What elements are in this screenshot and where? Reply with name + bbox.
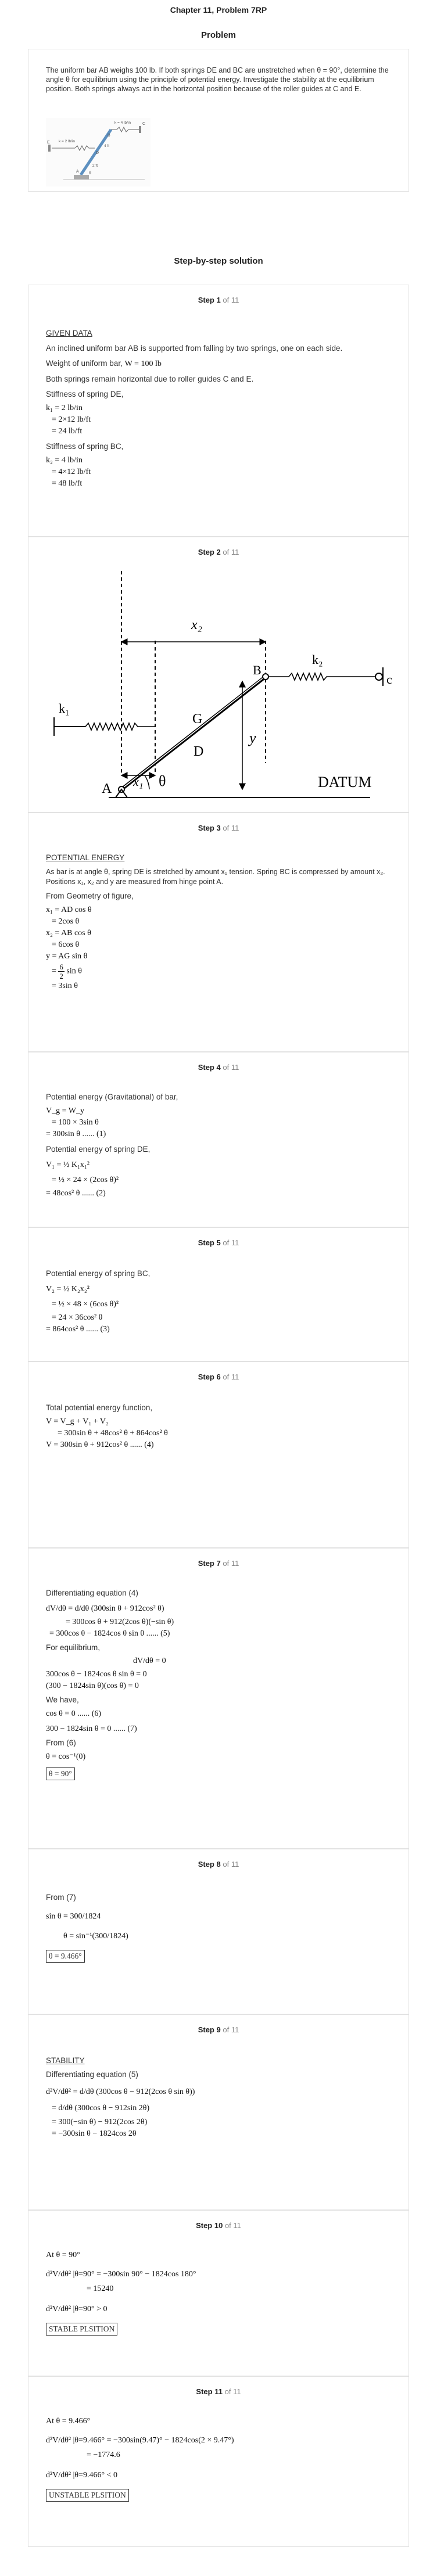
- of-word: of: [223, 1063, 230, 1072]
- equation: V = V_g + V₁ + V₂: [46, 1417, 109, 1426]
- step-word: Step: [198, 1238, 214, 1247]
- step-card-2: [28, 537, 409, 813]
- step-number: 7: [216, 1559, 221, 1568]
- problem-text: The uniform bar AB weighs 100 lb. If both springs DE and BC are unstretched when θ = 90°, determine the angle θ for equilibrium using the principle of potential energy. Investigate the stability at the equilibrium position. Both springs always act in the horizontal position because of the roller guides at C and E.: [46, 66, 389, 93]
- pin-c: [375, 673, 382, 680]
- equation: = 2cos θ: [52, 917, 80, 926]
- label-b: B: [253, 663, 262, 677]
- label-k1: k₁: [59, 701, 70, 716]
- step-number: 4: [216, 1063, 221, 1072]
- roller-c: [139, 126, 141, 133]
- label-d: D: [194, 744, 204, 759]
- step-card-5: [28, 1227, 409, 1361]
- equation-term: sin θ: [66, 967, 82, 976]
- step-header: [28, 824, 409, 832]
- free-body-diagram: [45, 571, 428, 803]
- of-word: of: [223, 1238, 230, 1247]
- step-card-1: [28, 285, 409, 537]
- chapter-title: Chapter 11, Problem 7RP: [170, 5, 267, 15]
- equation: = 24 lb/ft: [52, 427, 83, 436]
- step-number: 6: [216, 1373, 221, 1381]
- step-header: [28, 1559, 409, 1568]
- equation: 300cos θ − 1824cos θ sin θ = 0: [46, 1670, 147, 1679]
- text: Stiffness of spring BC,: [46, 442, 124, 451]
- text: At θ = 9.466°: [46, 2417, 91, 2426]
- step-card-4: [28, 1052, 409, 1227]
- equation: W = 100 lb: [124, 360, 162, 368]
- of-word: of: [223, 548, 230, 556]
- theta-arc: [145, 775, 149, 789]
- answer-box: STABLE PLSITION: [46, 2323, 117, 2336]
- text: We have,: [46, 1695, 79, 1704]
- equation: V₁ = ½ K₁x₁²: [46, 1161, 89, 1169]
- step-card-6: [28, 1361, 409, 1548]
- equation: d²V/dθ² |θ=9.466° < 0: [46, 2471, 117, 2480]
- step-number: 8: [216, 1860, 221, 1869]
- label-2ft: 2 ft: [92, 164, 98, 168]
- equation: = 300cos θ + 912(2cos θ)(−sin θ): [66, 1618, 174, 1626]
- step-number: 10: [214, 2221, 223, 2230]
- label-g: G: [192, 712, 203, 727]
- equation: = 300(−sin θ) − 912(2cos 2θ): [52, 2118, 148, 2126]
- step-word: Step: [198, 296, 214, 304]
- step-header: [28, 1238, 409, 1247]
- label-theta: θ: [89, 170, 91, 175]
- step-number: 5: [216, 1238, 221, 1247]
- problem-card: [28, 49, 409, 192]
- step-word: Step: [196, 2221, 213, 2230]
- equation: cos θ = 0 ...... (6): [46, 1709, 102, 1718]
- total-steps: 11: [231, 1559, 239, 1568]
- equation: V₂ = ½ K₂x₂²: [46, 1285, 89, 1294]
- equation: θ = sin⁻¹(300/1824): [63, 1932, 128, 1941]
- step-header: [28, 2221, 409, 2230]
- step-number: 2: [216, 548, 221, 556]
- stability-heading: STABILITY: [46, 2056, 85, 2065]
- equation: k₁ = 2 lb/in: [46, 404, 83, 412]
- label-c: C: [142, 122, 146, 126]
- text: From Geometry of figure,: [46, 892, 134, 900]
- text: An inclined uniform bar AB is supported from falling by two springs, one on each side.: [46, 344, 343, 353]
- label-k1: k = 2 lb/in: [59, 139, 76, 143]
- fraction: [58, 962, 65, 980]
- equation: = ½ × 48 × (6cos θ)²: [52, 1300, 119, 1309]
- equation: V_g = W_y: [46, 1106, 84, 1115]
- equation: = 4×12 lb/ft: [52, 468, 91, 476]
- step-word: Step: [198, 1063, 214, 1072]
- answer-box: θ = 9.466°: [46, 1950, 85, 1963]
- step-header: [28, 296, 409, 304]
- equation: = 864cos² θ ...... (3): [46, 1325, 110, 1334]
- given-data-heading: GIVEN DATA: [46, 329, 92, 337]
- of-word: of: [223, 1860, 230, 1869]
- of-word: of: [223, 1373, 230, 1381]
- total-steps: 11: [231, 1238, 239, 1247]
- label-k2: k₂: [312, 652, 323, 667]
- label-theta: θ: [159, 773, 166, 789]
- equation: = −300sin θ − 1824cos 2θ: [52, 2129, 137, 2138]
- step-word: Step: [198, 824, 214, 832]
- label-a: A: [76, 170, 79, 174]
- equation: dV/dθ = 0: [133, 1657, 166, 1665]
- spring-k2: [268, 673, 376, 680]
- equation: = $\frac{6}{2}$ sin θ: [52, 962, 82, 980]
- step-header: [28, 2025, 409, 2034]
- of-word: of: [224, 2387, 231, 2396]
- total-steps: 11: [231, 548, 239, 556]
- text: From (7): [46, 1893, 76, 1902]
- equation: = d/dθ (300cos θ − 912sin 2θ): [52, 2104, 150, 2112]
- label-d: D: [96, 151, 99, 155]
- total-steps: 11: [231, 1860, 239, 1869]
- equation: sin θ = 300/1824: [46, 1912, 101, 1921]
- equation: = 300cos θ − 1824cos θ sin θ ...... (5): [49, 1629, 170, 1638]
- step-word: Step: [198, 548, 214, 556]
- label-e: E: [47, 141, 50, 145]
- label-b: B: [108, 134, 110, 138]
- step-header: [28, 548, 409, 556]
- text: For equilibrium,: [46, 1643, 101, 1652]
- equation: = 24 × 36cos² θ: [52, 1313, 103, 1322]
- text: Both springs remain horizontal due to roller guides C and E.: [46, 375, 254, 383]
- equation: y = AG sin θ: [46, 952, 88, 961]
- text: Differentiating equation (5): [46, 2070, 138, 2079]
- potential-energy-heading: POTENTIAL ENERGY: [46, 853, 125, 862]
- label-a: A: [102, 781, 112, 796]
- problem-figure: [46, 118, 151, 186]
- answer-box: θ = 90°: [46, 1767, 75, 1780]
- equation: = 6cos θ: [52, 940, 80, 949]
- label-x1: x₁: [133, 774, 144, 789]
- step-word: Step: [198, 1373, 214, 1381]
- solution-heading: Step-by-step solution: [174, 256, 263, 266]
- text: From (6): [46, 1738, 76, 1747]
- step-card-10: [28, 2210, 409, 2376]
- text: Stiffness of spring DE,: [46, 390, 124, 398]
- total-steps: 11: [231, 1063, 239, 1072]
- equation: dV/dθ = d/dθ (300sin θ + 912cos² θ): [46, 1604, 164, 1613]
- label-c: c: [386, 672, 392, 687]
- equation: = ½ × 24 × (2cos θ)²: [52, 1176, 119, 1184]
- of-word: of: [223, 296, 230, 304]
- numerator: 6: [59, 962, 63, 971]
- equation: = 2×12 lb/ft: [52, 415, 91, 424]
- equation: d²V/dθ² = d/dθ (300cos θ − 912(2cos θ sin θ)): [46, 2088, 195, 2096]
- equation: x₂ = AB cos θ: [46, 929, 91, 937]
- step-word: Step: [196, 2387, 213, 2396]
- step-card-11: [28, 2376, 409, 2547]
- equation: d²V/dθ² |θ=9.466° = −300sin(9.47)° − 1824cos(2 × 9.47°): [46, 2436, 234, 2445]
- denominator: 2: [59, 972, 63, 980]
- roller-e: [48, 145, 51, 152]
- text: Differentiating equation (4): [46, 1589, 138, 1597]
- equation: = 15240: [87, 2284, 114, 2293]
- equation: = 100 × 3sin θ: [52, 1118, 99, 1127]
- equation: = −1774.6: [87, 2451, 120, 2459]
- step-number: 11: [214, 2387, 223, 2396]
- of-word: of: [223, 2025, 230, 2034]
- step-word: Step: [198, 1559, 214, 1568]
- of-word: of: [223, 1559, 230, 1568]
- equation: = 48 lb/ft: [52, 479, 83, 488]
- text: Total potential energy function,: [46, 1403, 153, 1412]
- text: As bar is at angle θ, spring DE is stretched by amount x₁ tension. Spring BC is compressed by amount x₂. Positions x₁, x₂ and y are measured from hinge point A.: [46, 868, 385, 886]
- total-steps: 11: [231, 824, 239, 832]
- total-steps: 11: [233, 2221, 241, 2230]
- answer-box: UNSTABLE PLSITION: [46, 2489, 129, 2502]
- text: Potential energy of spring DE,: [46, 1145, 151, 1154]
- step-header: [28, 1063, 409, 1072]
- step-word: Step: [198, 1860, 214, 1869]
- problem-heading: Problem: [200, 30, 236, 40]
- pin-b: [263, 674, 268, 680]
- step-word: Step: [198, 2025, 214, 2034]
- text: Potential energy (Gravitational) of bar,: [46, 1093, 178, 1101]
- of-word: of: [224, 2221, 231, 2230]
- equation: = 300sin θ ...... (1): [46, 1130, 106, 1138]
- step-card-8: [28, 1849, 409, 2014]
- equation: = 300sin θ + 48cos² θ + 864cos² θ: [58, 1429, 168, 1438]
- label-datum: DATUM: [318, 774, 372, 791]
- equation: 300 − 1824sin θ = 0 ...... (7): [46, 1724, 137, 1733]
- equation: V = 300sin θ + 912cos² θ ...... (4): [46, 1440, 154, 1449]
- step-header: [28, 1860, 409, 1869]
- step-header: [28, 1373, 409, 1381]
- total-steps: 11: [233, 2387, 241, 2396]
- text: Weight of uniform bar,: [46, 359, 123, 368]
- total-steps: 11: [231, 2025, 239, 2034]
- text: Potential energy of spring BC,: [46, 1269, 151, 1278]
- equation: x₁ = AD cos θ: [46, 906, 92, 914]
- label-4ft: 4 ft: [104, 144, 110, 148]
- total-steps: 11: [231, 296, 239, 304]
- equation: = 48cos² θ ...... (2): [46, 1189, 106, 1198]
- equation: d²V/dθ² |θ=90° = −300sin 90° − 1824cos 180°: [46, 2270, 196, 2279]
- spring-k1: [85, 723, 155, 730]
- equation: θ = cos⁻¹(0): [46, 1752, 86, 1761]
- text: At θ = 90°: [46, 2251, 80, 2259]
- of-word: of: [223, 824, 230, 832]
- step-card-9: [28, 2014, 409, 2210]
- total-steps: 11: [231, 1373, 239, 1381]
- equation: (300 − 1824sin θ)(cos θ) = 0: [46, 1682, 139, 1690]
- step-number: 3: [216, 824, 221, 832]
- label-y: y: [249, 730, 256, 746]
- equation: d²V/dθ² |θ=90° > 0: [46, 2305, 108, 2313]
- label-k2: k = 4 lb/in: [114, 121, 131, 125]
- step-number: 9: [216, 2025, 221, 2034]
- label-x2: x₂: [191, 617, 202, 633]
- support-a: [74, 175, 89, 179]
- step-card-3: [28, 813, 409, 1052]
- step-header: [28, 2387, 409, 2396]
- equation: = 3sin θ: [52, 982, 78, 990]
- step-number: 1: [216, 296, 221, 304]
- equation: k₂ = 4 lb/in: [46, 456, 83, 465]
- step-card-7: [28, 1548, 409, 1849]
